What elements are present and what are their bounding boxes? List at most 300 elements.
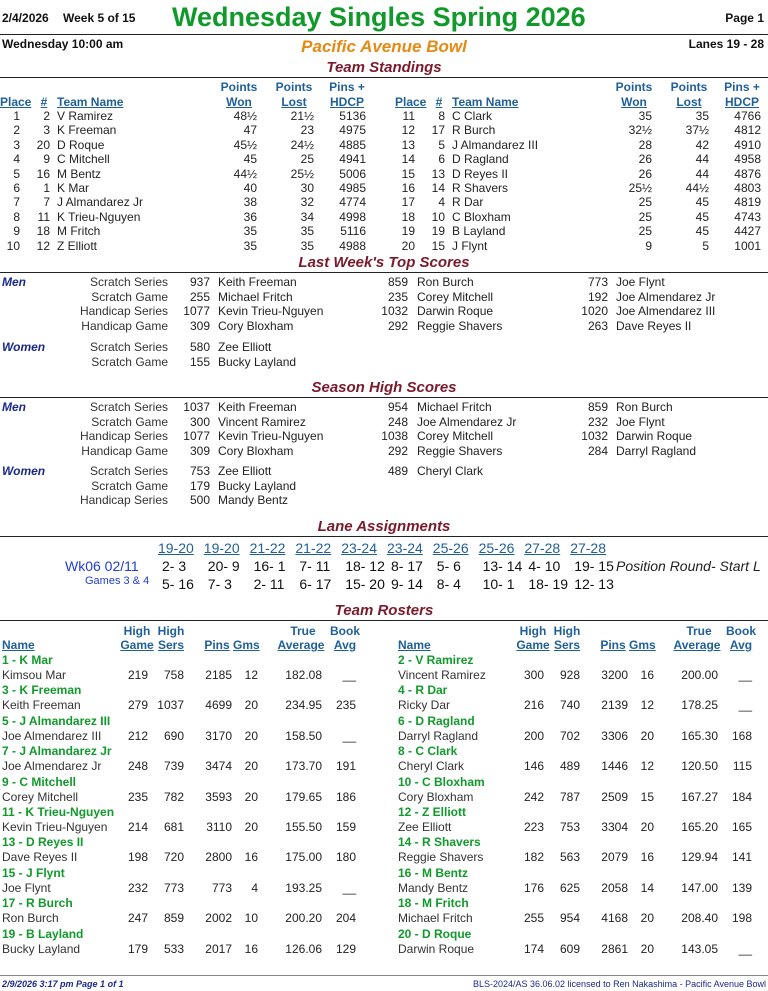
roster-high-series: 690: [163, 728, 184, 743]
standings-title: Team Standings: [326, 59, 442, 76]
col-points-lost-top: Points: [275, 80, 313, 94]
roster-team-name: 5 - J Almandarez III: [2, 713, 111, 728]
standing-team-name: B Layland: [452, 224, 506, 239]
score-value: 263: [587, 318, 608, 333]
standing-lost: 45: [695, 195, 709, 210]
bowler-name: Bucky Layland: [218, 478, 297, 493]
roster-true-average: 129.94: [681, 850, 718, 865]
roster-games: 15: [640, 789, 654, 804]
standing-team-name: K Trieu-Nguyen: [57, 209, 141, 224]
standing-lost: 42: [695, 137, 709, 152]
standing-team-name: D Ragland: [452, 152, 509, 167]
roster-col-game: Game: [516, 638, 550, 652]
roster-games: 20: [640, 941, 654, 956]
roster-true-average: 200.00: [681, 668, 718, 682]
bowler-name: Joe Almendarez Jr: [417, 414, 517, 429]
lane-matchup: 5- 6: [436, 558, 461, 574]
roster-high-series: 489: [559, 759, 580, 774]
roster-high-series: 625: [559, 880, 580, 895]
roster-team-name: 20 - D Roque: [398, 926, 472, 941]
roster-true-average: 165.30: [681, 728, 718, 743]
roster-pins: 4699: [205, 698, 232, 713]
bowler-name: Corey Mitchell: [417, 289, 494, 304]
roster-games: 20: [640, 911, 654, 926]
score-category: Scratch Game: [91, 414, 168, 429]
roster-true-average: 178.25: [681, 698, 718, 713]
roster-book-average: 186: [335, 789, 356, 804]
roster-high-game: 232: [127, 880, 148, 895]
roster-high-series: 720: [163, 850, 184, 865]
standing-team-number: 9: [43, 152, 50, 167]
roster-bowler-name: Reggie Shavers: [398, 850, 484, 865]
roster-col-pins: Pins: [600, 638, 626, 652]
roster-pins: 2079: [601, 850, 628, 865]
men-label: Men: [2, 275, 26, 289]
roster-col-book-avg: Avg: [729, 638, 753, 652]
roster-col-sers: Sers: [157, 638, 185, 652]
bowl-name: Pacific Avenue Bowl: [301, 37, 467, 56]
day-time: Wednesday 10:00 am: [2, 37, 124, 51]
roster-book-average: 139: [731, 880, 752, 895]
bowler-name: Cheryl Clark: [417, 464, 484, 478]
standing-won: 28: [638, 137, 652, 152]
lanes-range: Lanes 19 - 28: [688, 37, 764, 51]
score-value: 753: [189, 464, 210, 478]
bowler-name: Cory Bloxham: [218, 318, 294, 333]
season-high-rule: [0, 397, 768, 398]
bowler-name: Joe Almendarez Jr: [616, 289, 716, 304]
standing-place: 1: [13, 109, 20, 123]
roster-true-average: 143.05: [681, 941, 718, 956]
roster-bowler-name: Joe Flynt: [2, 880, 51, 895]
standing-hdcp: 4985: [339, 181, 366, 195]
roster-high-series: 609: [559, 941, 580, 956]
col-points-won-top: Points: [220, 80, 258, 94]
bowler-name: Reggie Shavers: [417, 318, 503, 333]
roster-book-average: __: [342, 880, 356, 895]
roster-col-true-top: True: [686, 624, 712, 638]
score-category: Scratch Game: [91, 478, 168, 493]
roster-high-series: 773: [163, 880, 184, 895]
col-pins-top: Pins +: [329, 80, 365, 94]
standing-team-number: 6: [438, 152, 445, 167]
roster-high-game: 216: [523, 698, 544, 713]
standing-lost: 35: [695, 109, 709, 123]
roster-book-average: __: [342, 668, 356, 682]
standing-place: 12: [401, 123, 415, 138]
roster-true-average: 182.08: [285, 668, 322, 682]
roster-true-average: 165.20: [681, 820, 718, 834]
standing-team-name: Z Elliott: [57, 238, 98, 253]
lane-matchup: 10- 1: [482, 576, 515, 592]
week-label: Week 5 of 15: [63, 11, 136, 25]
score-category: Handicap Series: [79, 493, 168, 507]
roster-high-game: 248: [127, 759, 148, 774]
standing-lost: 35: [300, 224, 314, 239]
score-value: 300: [189, 414, 210, 429]
roster-team-name: 1 - K Mar: [2, 653, 53, 667]
standing-place: 6: [13, 181, 20, 195]
score-category: Handicap Series: [79, 429, 168, 443]
bowler-name: Kevin Trieu-Nguyen: [218, 304, 324, 318]
lane-pair-header: 25-26: [432, 540, 469, 556]
roster-col-sers: Sers: [553, 638, 581, 652]
standing-team-number: 4: [438, 195, 445, 210]
roster-book-average: 191: [335, 759, 356, 774]
bowler-name: Dave Reyes II: [616, 318, 692, 333]
roster-games: 4: [251, 880, 258, 895]
lane-matchup: 12- 13: [574, 576, 614, 592]
standing-lost: 21½: [290, 109, 314, 123]
col-points-lost-top: Points: [670, 80, 708, 94]
roster-games: 20: [244, 789, 258, 804]
roster-pins: 2861: [601, 941, 628, 956]
lane-pair-header: 27-28: [524, 540, 561, 556]
roster-high-series: 681: [163, 820, 184, 834]
footer-rule: [0, 975, 768, 976]
roster-team-name: 3 - K Freeman: [2, 683, 82, 698]
roster-bowler-name: Darwin Roque: [398, 941, 475, 956]
score-value: 1038: [381, 429, 408, 443]
score-value: 292: [387, 318, 408, 333]
roster-pins: 2139: [601, 698, 628, 713]
roster-book-average: 198: [731, 911, 752, 926]
score-category: Scratch Game: [91, 289, 168, 304]
col-won: Won: [621, 95, 647, 109]
roster-team-name: 4 - R Dar: [398, 683, 448, 698]
standing-place: 10: [6, 238, 20, 253]
standing-hdcp: 4910: [734, 137, 761, 152]
roster-true-average: 155.50: [285, 820, 322, 834]
roster-col-gms: Gms: [233, 638, 260, 652]
score-category: Scratch Series: [89, 340, 168, 354]
bowler-name: Darwin Roque: [417, 304, 494, 318]
score-value: 859: [387, 275, 408, 289]
bowler-name: Zee Elliott: [218, 464, 272, 478]
score-value: 1077: [183, 304, 210, 318]
lane-matchup: 5- 16: [162, 576, 194, 592]
roster-high-game: 176: [523, 880, 544, 895]
roster-high-series: 563: [559, 850, 580, 865]
games-label: Games 3 & 4: [85, 575, 150, 587]
roster-high-series: 739: [163, 759, 184, 774]
bowler-name: Ron Burch: [417, 275, 474, 289]
standing-hdcp: 4743: [734, 209, 761, 224]
roster-true-average: 175.00: [285, 850, 322, 865]
standing-team-name: K Freeman: [57, 123, 117, 138]
roster-col-true-top: True: [290, 624, 316, 638]
roster-book-average: 129: [335, 941, 356, 956]
standing-place: 11: [402, 109, 415, 123]
roster-high-game: 247: [127, 911, 148, 926]
standing-team-number: 3: [43, 123, 50, 138]
roster-col-high-sers-top: High: [553, 624, 581, 638]
col-hdcp: HDCP: [329, 95, 364, 109]
score-value: 1032: [381, 304, 408, 318]
standing-place: 17: [401, 195, 415, 210]
roster-team-name: 7 - J Almandarez Jr: [2, 744, 112, 759]
score-value: 179: [189, 478, 210, 493]
score-value: 309: [189, 318, 210, 333]
lane-matchup: 6- 17: [299, 576, 332, 592]
score-value: 248: [387, 414, 408, 429]
rosters-title: Team Rosters: [334, 602, 434, 619]
roster-high-series: 758: [163, 668, 184, 682]
roster-pins: 773: [211, 880, 232, 895]
roster-true-average: 120.50: [681, 759, 718, 774]
standing-hdcp: 4958: [734, 152, 761, 167]
roster-pins: 2058: [601, 880, 628, 895]
standing-team-number: 20: [36, 137, 50, 152]
roster-high-game: 146: [523, 759, 544, 774]
standing-won: 45½: [233, 137, 257, 152]
report-date: 2/4/2026: [2, 11, 49, 25]
roster-book-average: __: [738, 668, 752, 682]
bowler-name: Joe Flynt: [616, 414, 665, 429]
standing-hdcp: 4819: [734, 195, 761, 210]
score-value: 232: [587, 414, 608, 429]
roster-true-average: 126.06: [285, 941, 322, 956]
col-pins-top: Pins +: [724, 80, 760, 94]
roster-pins: 2509: [601, 789, 628, 804]
roster-bowler-name: Ricky Dar: [398, 698, 451, 713]
roster-col-name: Name: [398, 638, 431, 652]
roster-high-series: 787: [559, 789, 580, 804]
roster-book-average: 165: [731, 820, 752, 834]
roster-high-game: 179: [127, 941, 148, 956]
standing-won: 35: [638, 109, 652, 123]
lane-matchup: 15- 20: [345, 576, 385, 592]
standing-team-name: C Mitchell: [57, 152, 110, 167]
roster-pins: 2800: [205, 850, 232, 865]
lane-matchup: 16- 1: [253, 558, 286, 574]
roster-bowler-name: Ron Burch: [2, 911, 59, 926]
roster-bowler-name: Kimsou Mar: [2, 668, 67, 682]
standing-place: 7: [13, 195, 20, 210]
standing-team-name: K Mar: [57, 181, 90, 195]
standing-lost: 32: [300, 195, 314, 210]
roster-pins: 3304: [601, 820, 628, 834]
roster-true-average: 193.25: [285, 880, 322, 895]
roster-high-game: 279: [127, 698, 148, 713]
lane-matchup: 7- 11: [299, 558, 331, 574]
roster-games: 16: [640, 668, 654, 682]
standing-hdcp: 4803: [734, 181, 761, 195]
roster-high-game: 182: [523, 850, 544, 865]
standing-won: 38: [243, 195, 257, 210]
standing-team-number: 2: [43, 109, 50, 123]
standing-team-name: J Flynt: [452, 238, 488, 253]
roster-team-name: 8 - C Clark: [398, 744, 458, 759]
standing-place: 13: [401, 137, 415, 152]
lane-matchup: 8- 17: [391, 558, 423, 574]
standing-hdcp: 4998: [339, 209, 366, 224]
page-title: Wednesday Singles Spring 2026: [172, 2, 586, 32]
standing-place: 5: [13, 166, 20, 181]
roster-pins: 3593: [205, 789, 232, 804]
standing-team-name: R Dar: [452, 195, 484, 210]
standing-lost: 34: [300, 209, 314, 224]
standing-lost: 44: [695, 152, 709, 167]
roster-book-average: 115: [732, 759, 752, 774]
standing-lost: 25½: [290, 166, 314, 181]
roster-book-average: 184: [731, 789, 752, 804]
roster-book-average: __: [738, 698, 752, 713]
standing-lost: 30: [300, 181, 314, 195]
standing-won: 36: [243, 209, 257, 224]
standing-place: 18: [401, 209, 415, 224]
standing-hdcp: 5006: [339, 166, 366, 181]
roster-col-book-avg: Avg: [333, 638, 357, 652]
lane-matchup: 4- 10: [528, 558, 561, 574]
standing-hdcp: 4975: [339, 123, 366, 138]
last-week-title: Last Week's Top Scores: [298, 254, 470, 271]
roster-team-name: 12 - Z Elliott: [398, 805, 467, 819]
lane-pair-header: 19-20: [158, 540, 194, 556]
standing-won: 26: [638, 166, 652, 181]
roster-team-name: 17 - R Burch: [2, 896, 73, 911]
lane-matchup: 9- 14: [391, 576, 423, 592]
standing-won: 47: [243, 123, 257, 138]
standing-hdcp: 4988: [339, 238, 366, 253]
roster-team-name: 14 - R Shavers: [398, 835, 481, 850]
roster-games: 14: [640, 880, 654, 895]
roster-high-series: 928: [559, 668, 580, 682]
standing-lost: 37½: [685, 123, 709, 138]
col-lost: Lost: [676, 95, 702, 109]
standing-place: 19: [401, 224, 415, 239]
standing-place: 3: [13, 137, 20, 152]
standing-place: 4: [13, 152, 20, 167]
women-label: Women: [2, 340, 46, 354]
lane-matchup: 13- 14: [482, 558, 523, 574]
roster-col-average: Average: [277, 638, 325, 652]
roster-bowler-name: Joe Almendarez III: [2, 728, 102, 743]
standing-place: 14: [401, 152, 415, 167]
roster-pins: 3474: [205, 759, 232, 774]
standing-place: 16: [401, 181, 415, 195]
roster-bowler-name: Corey Mitchell: [2, 789, 79, 804]
roster-team-name: 18 - M Fritch: [398, 896, 469, 911]
score-value: 255: [189, 289, 210, 304]
score-value: 292: [387, 443, 408, 458]
women-label: Women: [2, 464, 46, 478]
standing-team-number: 18: [36, 224, 50, 239]
bowler-name: Keith Freeman: [218, 400, 297, 414]
roster-book-average: 168: [731, 728, 752, 743]
standing-hdcp: 5136: [339, 109, 366, 123]
roster-true-average: 158.50: [285, 728, 322, 743]
roster-true-average: 200.20: [285, 911, 322, 926]
roster-col-average: Average: [673, 638, 721, 652]
standing-place: 2: [13, 123, 20, 138]
col-points-won-top: Points: [615, 80, 653, 94]
score-category: Scratch Series: [89, 464, 168, 478]
bowler-name: Ron Burch: [616, 400, 673, 414]
lane-pair-header: 19-20: [203, 540, 240, 556]
lanes-rule: [0, 536, 768, 537]
score-value: 489: [387, 464, 408, 478]
roster-high-game: 174: [523, 941, 544, 956]
standing-lost: 25: [300, 152, 314, 167]
standing-won: 48½: [233, 109, 257, 123]
roster-high-game: 223: [523, 820, 544, 834]
standing-team-number: 13: [431, 166, 445, 181]
col-team-name: Team Name: [57, 95, 124, 109]
bowler-name: Bucky Layland: [218, 354, 297, 369]
roster-col-high-game-top: High: [519, 624, 547, 638]
roster-pins: 4168: [601, 911, 628, 926]
roster-pins: 3306: [601, 728, 628, 743]
roster-team-name: 13 - D Reyes II: [2, 835, 84, 850]
roster-high-game: 300: [523, 668, 544, 682]
roster-book-average: 180: [335, 850, 356, 865]
standing-lost: 24½: [290, 137, 314, 152]
standing-lost: 23: [300, 123, 314, 138]
standing-team-number: 15: [431, 238, 445, 253]
score-value: 235: [387, 289, 408, 304]
roster-games: 16: [640, 850, 654, 865]
lane-pair-header: 23-24: [341, 540, 377, 556]
roster-bowler-name: Bucky Layland: [2, 941, 81, 956]
roster-bowler-name: Darryl Ragland: [398, 728, 479, 743]
col-place: Place: [395, 95, 427, 109]
roster-true-average: 173.70: [285, 759, 322, 774]
roster-col-book-top: Book: [726, 624, 756, 638]
standing-place: 15: [401, 166, 415, 181]
roster-high-series: 753: [559, 820, 580, 834]
roster-high-game: 198: [127, 850, 148, 865]
standing-team-number: 12: [36, 238, 50, 253]
bowler-name: Darryl Ragland: [616, 443, 697, 458]
roster-team-name: 15 - J Flynt: [2, 865, 65, 880]
roster-games: 20: [244, 759, 258, 774]
standing-lost: 44: [695, 166, 709, 181]
standing-hdcp: 4812: [734, 123, 761, 138]
score-value: 1037: [183, 400, 210, 414]
lane-matchup: 18- 12: [345, 558, 385, 574]
bowler-name: Vincent Ramirez: [218, 414, 306, 429]
standing-lost: 45: [695, 209, 709, 224]
roster-games: 20: [244, 698, 258, 713]
score-value: 1032: [581, 429, 608, 443]
roster-high-series: 1037: [157, 698, 184, 713]
standing-won: 25½: [628, 181, 652, 195]
standing-team-number: 16: [36, 166, 50, 181]
col-num: #: [435, 95, 443, 109]
standing-team-number: 14: [431, 181, 445, 195]
roster-games: 20: [640, 728, 654, 743]
standing-team-name: J Almandarez Jr: [57, 195, 144, 210]
standing-hdcp: 5116: [340, 224, 366, 239]
roster-team-name: 6 - D Ragland: [398, 713, 475, 728]
roster-high-game: 242: [523, 789, 544, 804]
bowler-name: Kevin Trieu-Nguyen: [218, 429, 324, 443]
roster-true-average: 167.27: [681, 789, 718, 804]
roster-high-game: 219: [127, 668, 148, 682]
score-category: Scratch Game: [91, 354, 168, 369]
lane-pair-header: 27-28: [570, 540, 606, 556]
roster-games: 20: [244, 728, 258, 743]
roster-true-average: 208.40: [681, 911, 718, 926]
lane-matchup: 2- 11: [253, 576, 285, 592]
footer-left: 2/9/2026 3:17 pm Page 1 of 1: [2, 979, 124, 989]
standing-lost: 35: [300, 238, 314, 253]
standing-team-name: M Fritch: [57, 224, 101, 239]
roster-col-gms: Gms: [629, 638, 656, 652]
bowler-name: Darwin Roque: [616, 429, 693, 443]
lane-matchup: 2- 3: [162, 558, 187, 574]
